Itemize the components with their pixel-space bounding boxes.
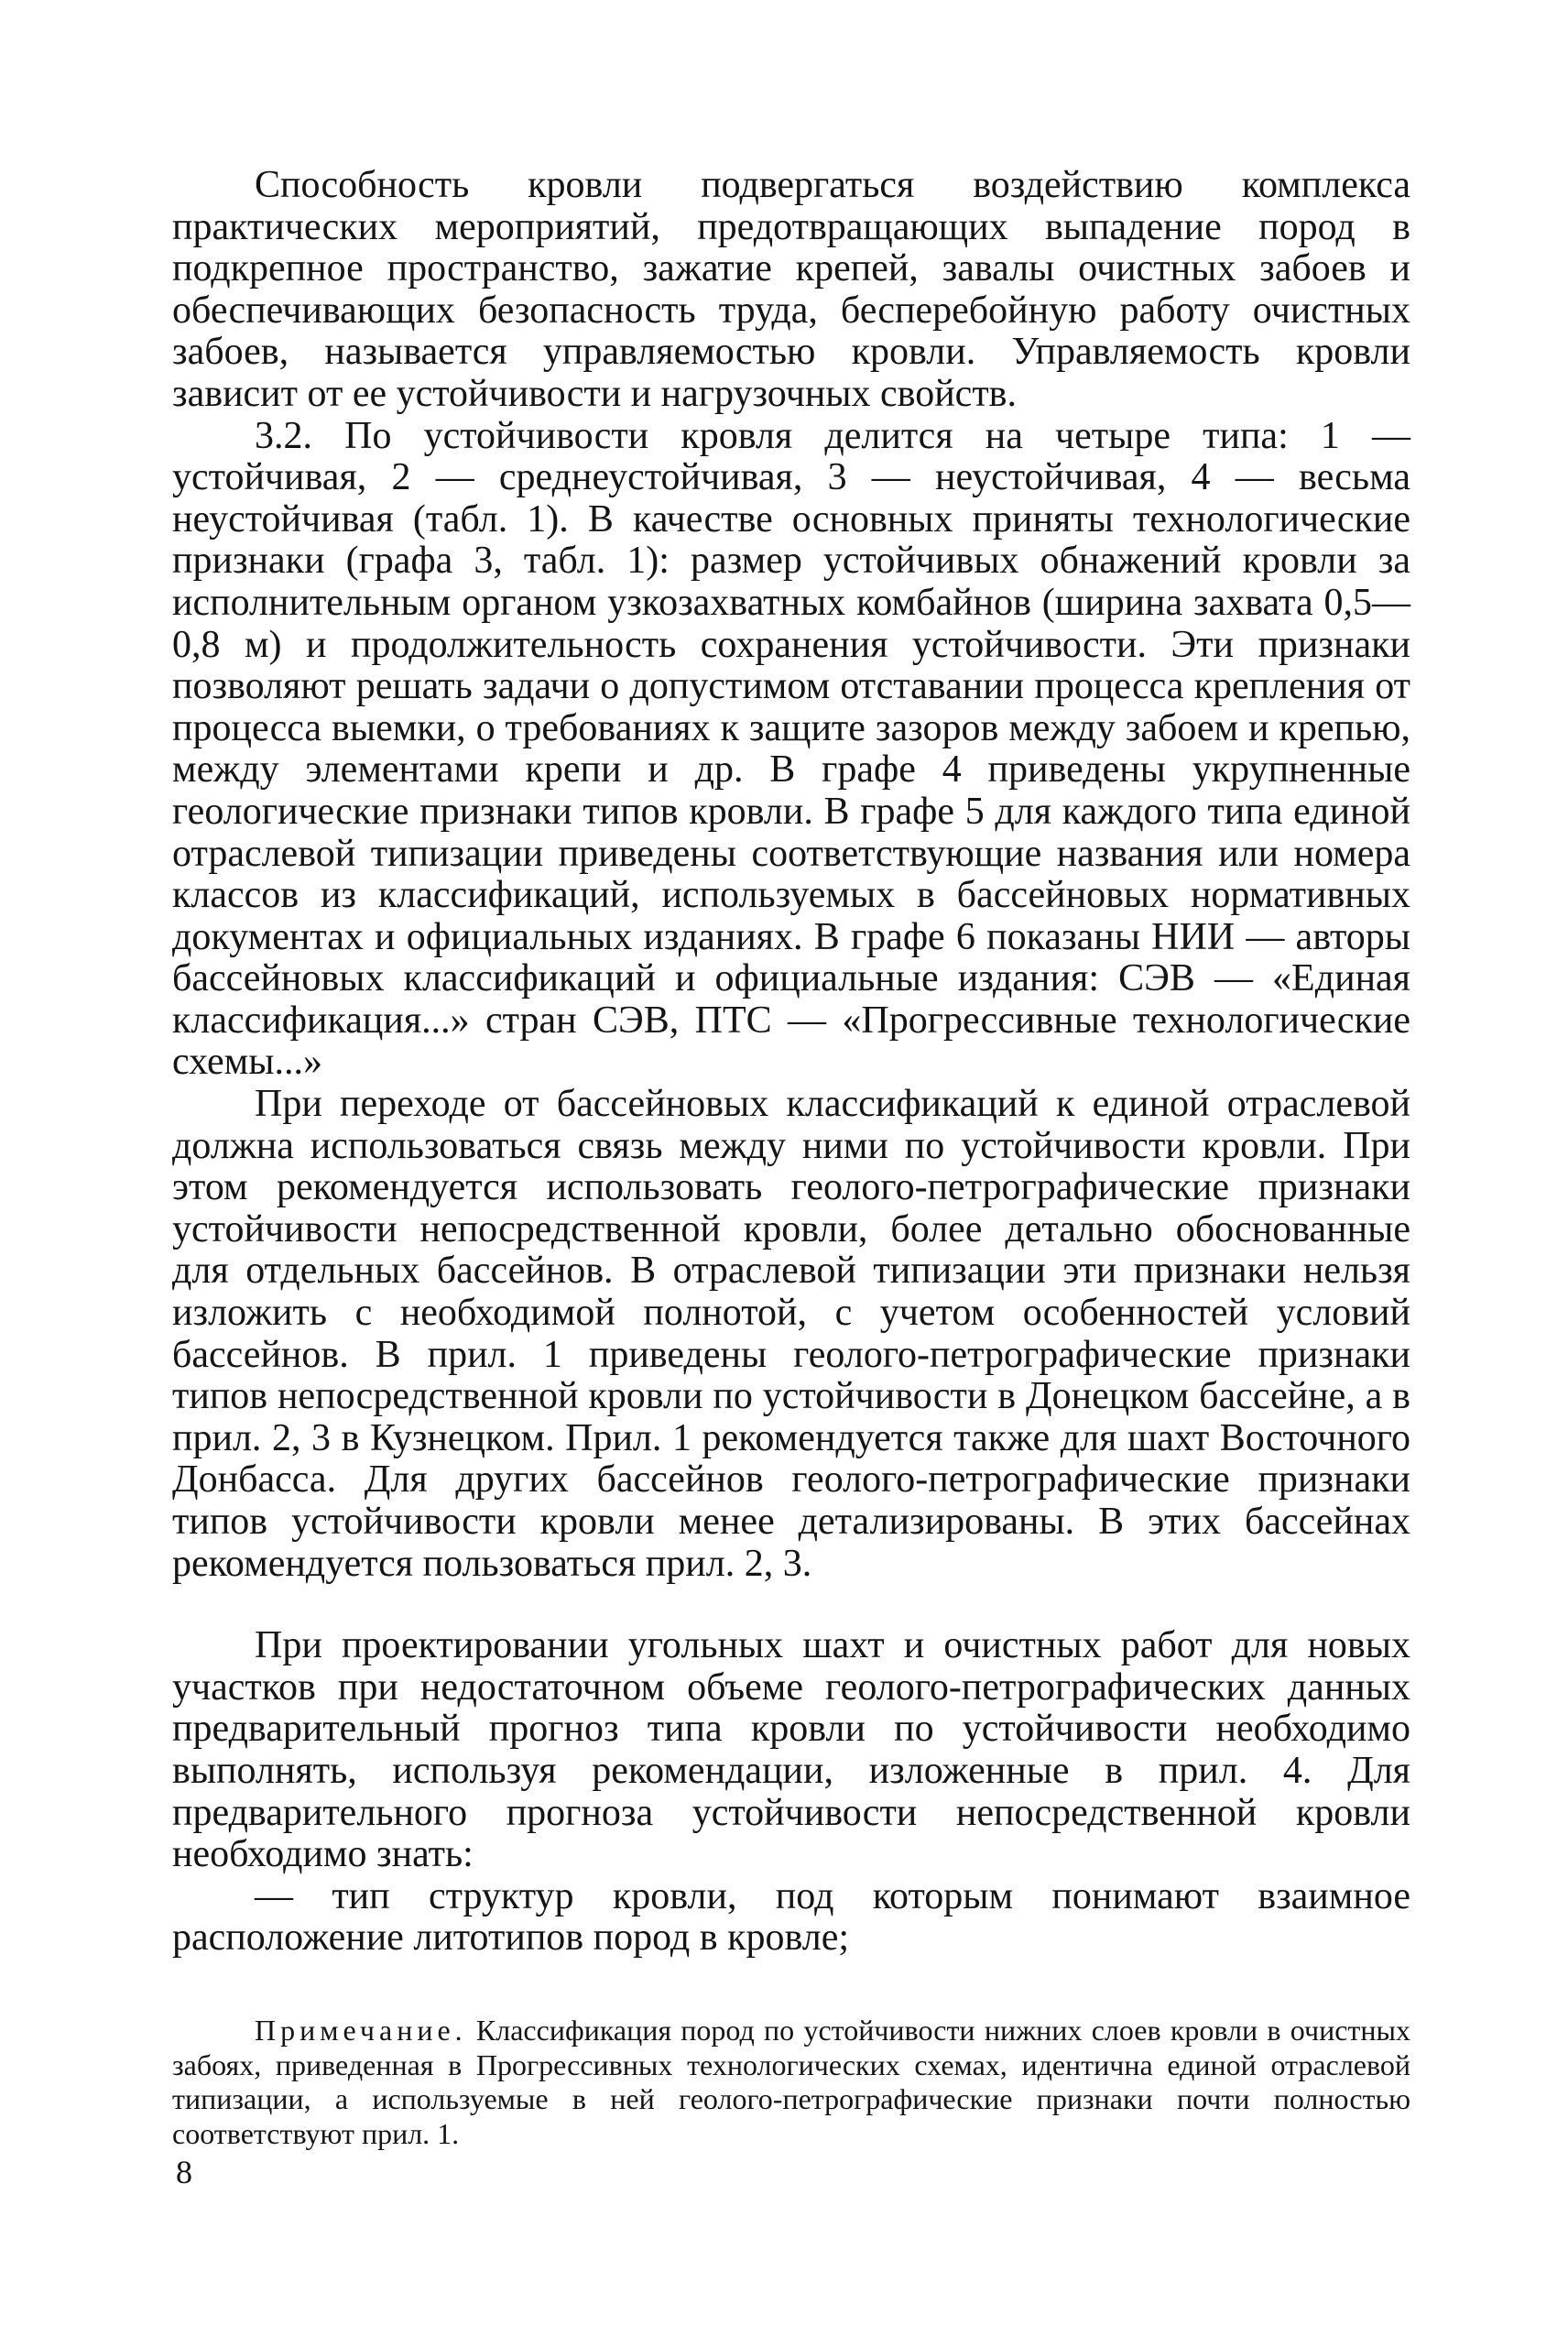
paragraph-structure-type: — тип структур кровли, под которым понимают взаимное расположение литотипов пород в кровле; [172,1874,1410,1960]
footnote [172,2014,1410,2151]
footnote-label: Примечание. [255,2014,467,2047]
paragraph-roof-controllability: Способность кровли подвергаться воздействию комплекса практических мероприятий, предотвращающих выпадение пород в подкрепное пространство, зажатие крепей, завалы очистных забоев и обеспечивающих безопасность труда, бесперебойную работу очистных забоев, называется управляемостью кровли. Управляемость кровли зависит от ее устойчивости и нагрузочных свойств. [172,164,1410,415]
footnote-text: Классификация пород по устойчивости нижних слоев кровли в очистных забоях, приведенная в Прогрессивных технологических схемах, идентична единой отраслевой типизации, а используемые в ней геолого-петрографические признаки почти полностью соответствуют прил. 1. [172,2014,1411,2150]
paragraph-stability-types: 3.2. По устойчивости кровля делится на четыре типа: 1 — устойчивая, 2 — среднеустойчивая, 3 — неустойчивая, 4 — весьма неустойчивая (табл. 1). В качестве основных приняты технологические признаки (графа 3, табл. 1): размер устойчивых обнажений кровли за исполнительным органом узкозахватных комбайнов (ширина захвата 0,5—0,8 м) и продолжительность сохранения устойчивости. Эти признаки позволяют решать задачи о допустимом отставании процесса крепления от процесса выемки, о требованиях к защите зазоров между забоем и крепью, между элементами крепи и др. В графе 4 приведены укрупненные геологические признаки типов кровли. В графе 5 для каждого типа единой отраслевой типизации приведены соответствующие названия или номера классов из классификаций, используемых в бассейновых нормативных документах и официальных изданиях. В графе 6 показаны НИИ — авторы бассейновых классификаций и официальные издания: СЭВ — «Единая классификация...» стран СЭВ, ПТС — «Прогрессивные технологические схемы...» [172,414,1410,1084]
paragraph-gap [172,1585,1410,1625]
paragraph-preliminary-forecast: При проектировании угольных шахт и очистных работ для новых участков при недостаточном объеме геолого-петрографических данных предварительный прогноз типа кровли по устойчивости необходимо выполнять, используя рекомендации, изложенные в прил. 4. Для предварительного прогноза устойчивости непосредственной кровли необходимо знать: [172,1624,1410,1876]
page-body [172,165,1410,1960]
paragraph-basin-classifications: При переходе от бассейновых классификаций к единой отраслевой должна использоваться связь между ними по устойчивости кровли. При этом рекомендуется использовать геолого-петрографические признаки устойчивости непосредственной кровли, более детально обоснованные для отдельных бассейнов. В отраслевой типизации эти признаки нельзя изложить с необходимой полнотой, с учетом особенностей условий бассейнов. В прил. 1 приведены геолого-петрографические признаки типов непосредственной кровли по устойчивости в Донецком бассейне, а в прил. 2, 3 в Кузнецком. Прил. 1 рекомендуется также для шахт Восточного Донбасса. Для других бассейнов геолого-петрографические признаки типов устойчивости кровли менее детализированы. В этих бассейнах рекомендуется пользоваться прил. 2, 3. [172,1083,1410,1585]
page-number: 8 [176,2154,192,2190]
